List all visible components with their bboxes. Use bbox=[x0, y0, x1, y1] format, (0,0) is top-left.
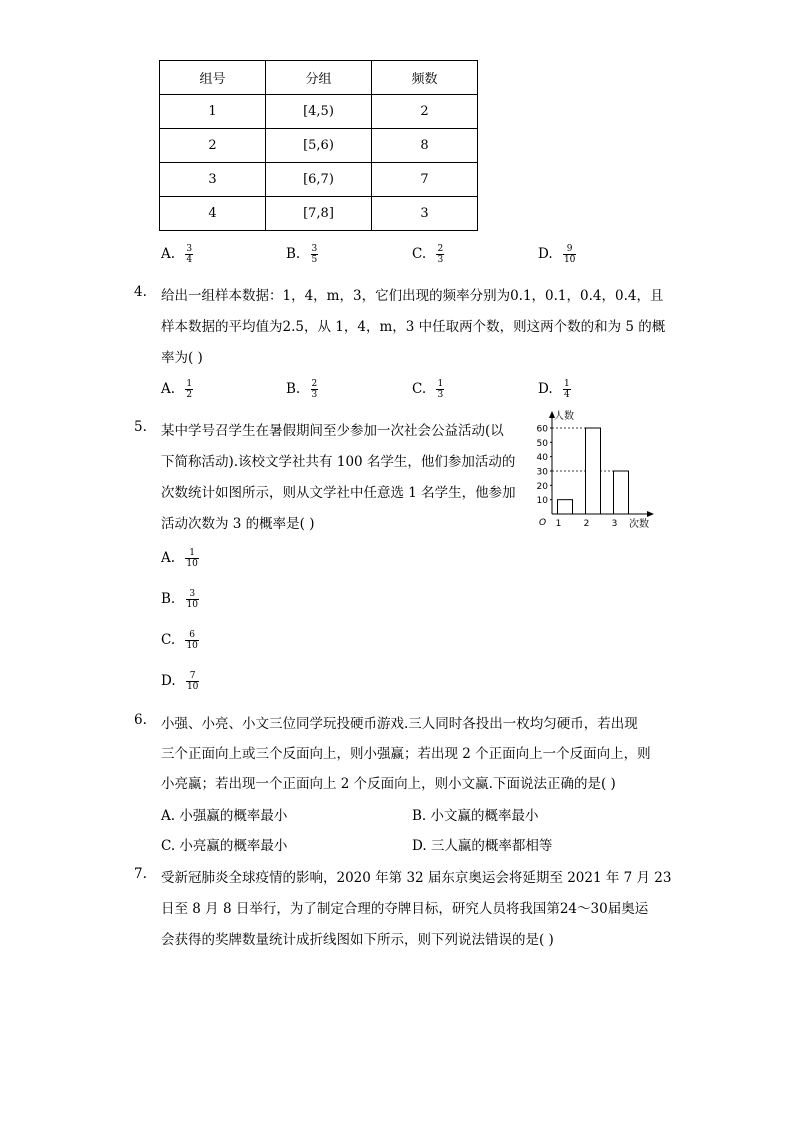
q5-option-b[interactable] bbox=[161, 589, 199, 610]
fraction bbox=[185, 379, 193, 400]
table-cell: 7 bbox=[372, 163, 478, 197]
option-letter: C. bbox=[412, 246, 427, 262]
fraction bbox=[185, 548, 198, 569]
y-tick-label: 10 bbox=[536, 496, 548, 507]
table-row bbox=[160, 129, 478, 163]
frequency-table bbox=[159, 60, 478, 231]
question-text-line: 下简称活动).该校文学社共有 100 名学生，他们参加活动的 bbox=[161, 454, 516, 470]
fraction bbox=[563, 244, 576, 265]
denominator: 10 bbox=[186, 682, 199, 692]
q4-option-b[interactable] bbox=[286, 379, 318, 400]
fraction bbox=[186, 589, 199, 610]
table-header-cell: 分组 bbox=[266, 61, 372, 95]
question-text-line: 率为( ) bbox=[161, 350, 203, 366]
bar bbox=[558, 500, 573, 514]
table-cell: 4 bbox=[160, 197, 266, 231]
table-header-cell: 频数 bbox=[372, 61, 478, 95]
table-header-row bbox=[160, 61, 478, 95]
question-number: 6. bbox=[134, 712, 147, 728]
y-tick-label: 30 bbox=[536, 467, 548, 478]
x-axis-label: 次数 bbox=[629, 519, 649, 530]
table-cell: 1 bbox=[160, 95, 266, 129]
bar bbox=[586, 428, 601, 514]
x-tick-label: 1 bbox=[555, 519, 562, 529]
y-tick-label: 50 bbox=[536, 438, 548, 449]
q6-option-d[interactable]: D. 三人赢的概率都相等 bbox=[412, 838, 553, 854]
q5-option-a[interactable] bbox=[161, 548, 199, 569]
denominator: 5 bbox=[311, 255, 318, 265]
denominator: 10 bbox=[186, 600, 198, 610]
option-letter: B. bbox=[286, 381, 301, 397]
y-axis-label: 人数 bbox=[554, 411, 574, 422]
fraction bbox=[436, 379, 444, 400]
table-cell: 2 bbox=[372, 95, 478, 129]
question-text-line: 小亮赢；若出现一个正面向上 2 个反面向上，则小文赢.下面说法正确的是( ) bbox=[161, 776, 616, 792]
question-text-line: 次数统计如图所示，则从文学社中任意选 1 名学生，他参加 bbox=[161, 485, 516, 501]
question-text-line: 三个正面向上或三个反面向上，则小强赢；若出现 2 个正面向上一个反面向上，则 bbox=[161, 746, 651, 762]
x-tick-label: 2 bbox=[583, 519, 590, 529]
option-letter: C. bbox=[412, 381, 427, 397]
table-cell: [6,7) bbox=[266, 163, 372, 197]
fraction bbox=[186, 671, 199, 692]
denominator: 2 bbox=[186, 390, 193, 400]
option-letter: B. bbox=[161, 591, 176, 607]
numerator: 3 bbox=[186, 589, 199, 600]
numerator: 1 bbox=[437, 379, 444, 389]
bar bbox=[614, 471, 629, 514]
denominator: 3 bbox=[311, 390, 318, 400]
option-letter: A. bbox=[161, 550, 176, 566]
denominator: 4 bbox=[186, 255, 193, 265]
option-letter: C. bbox=[161, 632, 176, 648]
q6-option-a[interactable]: A. 小强赢的概率最小 bbox=[161, 808, 288, 824]
numerator: 2 bbox=[311, 379, 318, 389]
denominator: 10 bbox=[186, 641, 198, 651]
question-number: 4. bbox=[134, 284, 147, 300]
table-cell: 2 bbox=[160, 129, 266, 163]
numerator: 3 bbox=[186, 244, 193, 254]
table-cell: [4,5) bbox=[266, 95, 372, 129]
q3-option-d[interactable] bbox=[538, 244, 576, 265]
table-header-cell: 组号 bbox=[160, 61, 266, 95]
question-text-line: 样本数据的平均值为2.5，从 1，4，m，3 中任取两个数，则这两个数的和为 5 的概 bbox=[161, 319, 666, 335]
option-letter: A. bbox=[161, 246, 176, 262]
option-letter: D. bbox=[538, 246, 553, 262]
denominator: 10 bbox=[186, 559, 198, 569]
table-cell: 3 bbox=[372, 197, 478, 231]
question-text-line: 给出一组样本数据：1，4，m，3，它们出现的频率分别为0.1，0.1，0.4，0.4，且 bbox=[161, 288, 664, 304]
table-cell: [5,6) bbox=[266, 129, 372, 163]
y-tick-label: 60 bbox=[536, 424, 548, 435]
option-letter: A. bbox=[161, 381, 176, 397]
denominator: 4 bbox=[563, 390, 570, 400]
fraction bbox=[185, 244, 193, 265]
y-tick-label: 40 bbox=[536, 453, 548, 464]
table-cell: [7,8] bbox=[266, 197, 372, 231]
option-letter: D. bbox=[161, 673, 176, 689]
numerator: 1 bbox=[563, 379, 570, 389]
q4-option-a[interactable] bbox=[161, 379, 193, 400]
question-text-line: 会获得的奖牌数量统计成折线图如下所示，则下列说法错误的是( ) bbox=[161, 932, 554, 948]
q6-option-c[interactable]: C. 小亮赢的概率最小 bbox=[161, 838, 288, 854]
table-row bbox=[160, 95, 478, 129]
question-text-line: 某中学号召学生在暑假期间至少参加一次社会公益活动(以 bbox=[161, 423, 504, 439]
table-cell: 3 bbox=[160, 163, 266, 197]
table-row bbox=[160, 163, 478, 197]
question-text-line: 小强、小亮、小文三位同学玩投硬币游戏.三人同时各投出一枚均匀硬币，若出现 bbox=[161, 716, 638, 732]
numerator: 9 bbox=[563, 244, 576, 255]
bar-chart bbox=[529, 408, 663, 532]
q3-option-b[interactable] bbox=[286, 244, 318, 265]
q5-option-d[interactable] bbox=[161, 671, 199, 692]
option-letter: D. bbox=[538, 381, 553, 397]
q5-option-c[interactable] bbox=[161, 630, 199, 651]
question-number: 7. bbox=[134, 866, 147, 882]
question-text-line: 活动次数为 3 的概率是( ) bbox=[161, 516, 315, 532]
x-axis-arrow-icon bbox=[647, 511, 654, 517]
fraction bbox=[563, 379, 571, 400]
origin-label: O bbox=[539, 518, 547, 528]
numerator: 2 bbox=[437, 244, 444, 254]
numerator: 7 bbox=[186, 671, 199, 682]
fraction bbox=[436, 244, 444, 265]
q3-option-c[interactable] bbox=[412, 244, 444, 265]
y-tick-label: 20 bbox=[536, 481, 548, 492]
denominator: 3 bbox=[437, 390, 444, 400]
question-number: 5. bbox=[134, 419, 147, 435]
x-tick-label: 3 bbox=[611, 519, 618, 529]
numerator: 1 bbox=[186, 379, 193, 389]
denominator: 3 bbox=[437, 255, 444, 265]
numerator: 1 bbox=[185, 548, 198, 559]
question-text-line: 日至 8 月 8 日举行，为了制定合理的夺牌目标，研究人员将我国第24～30届奥运 bbox=[161, 901, 649, 917]
denominator: 10 bbox=[563, 255, 576, 265]
option-letter: B. bbox=[286, 246, 301, 262]
fraction bbox=[311, 379, 319, 400]
table-cell: 8 bbox=[372, 129, 478, 163]
fraction bbox=[311, 244, 319, 265]
table-row bbox=[160, 197, 478, 231]
numerator: 3 bbox=[311, 244, 318, 254]
q3-option-a[interactable] bbox=[161, 244, 193, 265]
numerator: 6 bbox=[185, 630, 198, 641]
question-text-line: 受新冠肺炎全球疫情的影响，2020 年第 32 届东京奥运会将延期至 2021 年 7 月 23 bbox=[161, 870, 672, 886]
q4-option-c[interactable] bbox=[412, 379, 444, 400]
fraction bbox=[185, 630, 198, 651]
q6-option-b[interactable]: B. 小文赢的概率最小 bbox=[412, 808, 539, 824]
q4-option-d[interactable] bbox=[538, 379, 571, 400]
